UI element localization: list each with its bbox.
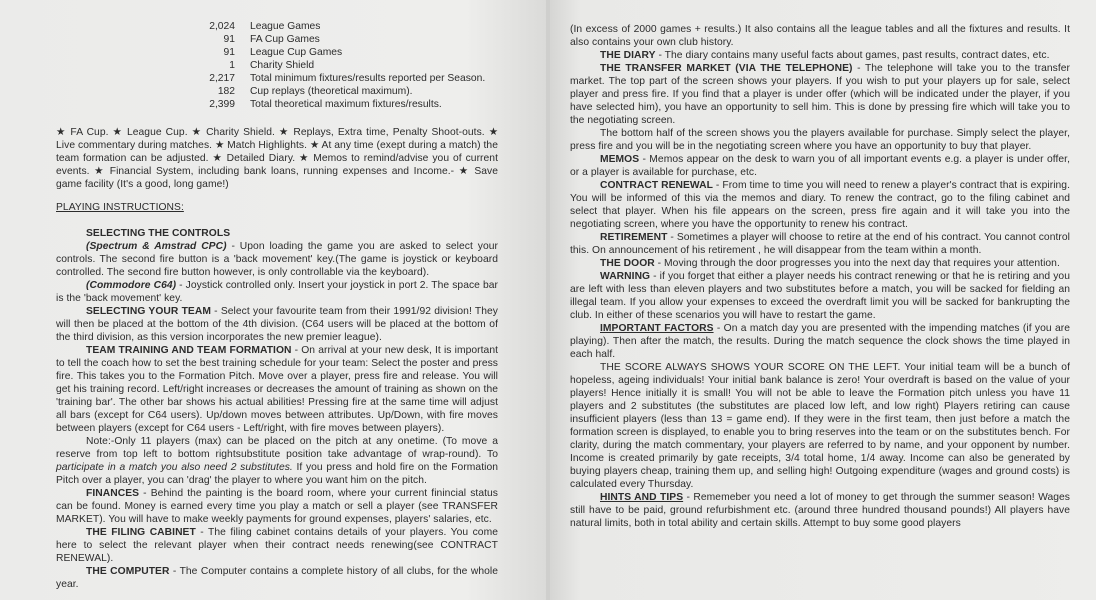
stats-row xyxy=(155,85,485,98)
controls-heading: SELECTING THE CONTROLS xyxy=(86,228,231,239)
finances-paragraph: FINANCES - Behind the painting is the board room, where your current finincial status can be found. Money is earned every time you play a match or sell a player (see TRANSFER MARKET). You will have to make weekly payments for ground expenses, players' salaries, etc. xyxy=(56,488,498,525)
warning-paragraph: WARNING - if you forget that either a player needs his contract renewing or that he is retiring and you are left with less than eleven players and two substitutes before a match, you will be sacked for fielding an illegal team. If you allow your expenses to exceed the overdraft limit you will be sacked for bankrupting the club. In either of these scenarios you will have to restart the game. xyxy=(570,271,1070,321)
stats-label: Cup replays (theoretical maximum). xyxy=(250,86,413,97)
team-paragraph: SELECTING YOUR TEAM - Select your favourite team from their 1991/92 division! They will then be placed at the bottom of the 4th division. (C64 users will be placed at the bottom of the third division, as this version incorporates the new premier league). xyxy=(56,306,498,343)
stats-number: 91 xyxy=(223,47,235,58)
playing-instructions-heading: PLAYING INSTRUCTIONS: xyxy=(56,202,184,213)
spectrum-paragraph: (Spectrum & Amstrad CPC) - Upon loading the game you are asked to select your controls. The second fire button is a 'back movement' key.(The game is joystick or keyboard controlled. The second fire button however, is only controllable via the keyboard). xyxy=(56,241,499,278)
stats-label: League Games xyxy=(250,21,321,32)
training-paragraph: TEAM TRAINING AND TEAM FORMATION - On arrival at your new desk, It is important to tell the coach how to set the best training schedule for your team: Select the poster and press fire. This takes you to the Formation Pitch. Move over a player, press fire and release. You will get his training record. Left/right increases or decreases the amount of training as shown on the 'training bar'. The other bar shows his actual abilities! Pressing fire at the same time will adjust all bars (except for C64 users). Up/down moves between attributes. Up/Down, with fire moves between players (except for C64 users - Left/right, with fire moves between players). xyxy=(56,345,499,434)
stats-number: 2,399 xyxy=(209,99,235,110)
stats-row xyxy=(155,72,485,85)
transfer-paragraph: THE TRANSFER MARKET (VIA THE TELEPHONE) - The telephone will take you to the transfer market. The top part of the screen shows your players. If you wish to put your players up for sale, select player and press fire. If you find that a player is under offer (which will be indicated under the player, if you have selected him), you have an opportunity to sell him. This is done by pressing fire which will take you to the negotiating screen. xyxy=(570,63,1070,126)
right-page xyxy=(548,0,1096,600)
stats-row xyxy=(155,98,485,111)
stats-number: 1 xyxy=(229,60,235,71)
stats-label: League Cup Games xyxy=(250,47,343,58)
stats-label: FA Cup Games xyxy=(250,34,320,45)
stats-number: 2,024 xyxy=(209,21,235,32)
c64-paragraph: (Commodore C64) - Joystick controlled only. Insert your joystick in port 2. The space bar is the 'back movement' key. xyxy=(56,280,499,304)
stats-number: 182 xyxy=(217,86,235,97)
factors-paragraph: IMPORTANT FACTORS - On a match day you are presented with the impending matches (if you are playing). Then after the match, the results. During the match sequence the clock shows the time played in each half. xyxy=(570,323,1070,360)
stats-number: 2,217 xyxy=(209,73,235,84)
right-instructions xyxy=(570,23,1070,530)
stats-row xyxy=(155,46,485,59)
hints-paragraph: HINTS AND TIPS - Rememeber you need a lot of money to get through the summer season! Wages still have to be paid, ground refurbishment etc. (around three hundred thousand pounds!) All players have natural limits, both in total ability and certain skills. Attempt to buy some good players xyxy=(570,492,1071,529)
bottom-half-paragraph: The bottom half of the screen shows you the players available for purchase. Simply select the player, press fire and you will be in the negotiating screen where you have an opportunity to buy that player. xyxy=(570,128,1070,152)
contract-paragraph: CONTRACT RENEWAL - From time to time you will need to renew a player's contract that is expiring. You will be informed of this via the memos and diary. To renew the contract, go to the filing cabinet and select that player. When his file appears on the screen, press fire again and it will take you into the negotiating screen, where you have the opportunity to renew his contract. xyxy=(570,180,1070,230)
stats-label: Total minimum fixtures/results reported per Season. xyxy=(250,73,486,84)
intro-paragraph: (In excess of 2000 games + results.) It also contains all the league tables and all the fixtures and results. It also contains your own club history. xyxy=(570,24,1070,48)
note-paragraph: Note:-Only 11 players (max) can be placed on the pitch at any onetime. (To move a reserve from top left to bottom rightsubstitute position take advantage of wrap-round). To participate in a match you also need 2 substitutes. If you press and hold fire on the Formation Pitch over a player, you can 'drag' the player to where you want him on the pitch. xyxy=(56,436,498,486)
stats-row xyxy=(155,33,485,46)
retirement-paragraph: RETIREMENT - Sometimes a player will choose to retire at the end of his contract. You cannot control this. On announcement of his retirement , he will disappear from the team within a month. xyxy=(570,232,1070,256)
door-paragraph: THE DOOR - Moving through the door progresses you into the next day that requires your attention. xyxy=(600,258,1060,269)
left-instructions xyxy=(56,201,498,591)
fixtures-stats-table xyxy=(155,20,485,111)
stats-label: Charity Shield xyxy=(250,60,315,71)
features-list: ★ FA Cup. ★ League Cup. ★ Charity Shield. ★ Replays, Extra time, Penalty Shoot-outs. ★ Live commentary during matches. ★ Match Highlights. ★ At any time (exept during a match) the team formation can be adjusted. ★ Detailed Diary. ★ Memos to remind/advise you of current events. ★ Financial System, including bank loans, running expenses and Income.- ★ Save game facility (It's a good, long game!) xyxy=(56,127,498,190)
stats-row xyxy=(155,20,485,33)
filing-paragraph: THE FILING CABINET - The filing cabinet contains details of your players. You come here to select the relevant player when their contract needs renewing(see CONTRACT RENEWAL). xyxy=(56,527,498,564)
memos-paragraph: MEMOS - Memos appear on the desk to warn you of all important events e.g. a player is under offer, or a player is available for purchase, etc. xyxy=(570,154,1070,178)
stats-number: 91 xyxy=(223,34,235,45)
score-paragraph: THE SCORE ALWAYS SHOWS YOUR SCORE ON THE LEFT. Your initial team will be a bunch of hopeless, ageing individuals! Your initial bank balance is zero! Your overdraft is based on the value of your players! Hence initially it is small! You will not be able to leave the Formation pitch unless you have 11 players and 2 substitutes (the substitutes are placed low left, and low right) Players retiring can cause insufficient players (less than 13 = game end). If they were in the first team, then just before a match the formation screen is displayed, to enable you to bring reserves into the team or on the substitutes bench. For clarity, during the match commentary, your players are referred to by name, and your opponent by number. Income is created primarily by gate receipts, 3/4 total home, 1/4 away. Income can also be generated by buying players cheap, training them up, and selling high! Outgoing expenditure (wages and ground costs) is calculated every Thursday. xyxy=(570,362,1070,490)
diary-paragraph: THE DIARY - The diary contains many useful facts about games, past results, contract dates, etc. xyxy=(600,50,1050,61)
stats-row xyxy=(155,59,485,72)
page-fold xyxy=(546,0,550,600)
computer-paragraph: THE COMPUTER - The Computer contains a complete history of all clubs, for the whole year. xyxy=(56,566,498,590)
stats-label: Total theoretical maximum fixtures/results. xyxy=(250,99,442,110)
